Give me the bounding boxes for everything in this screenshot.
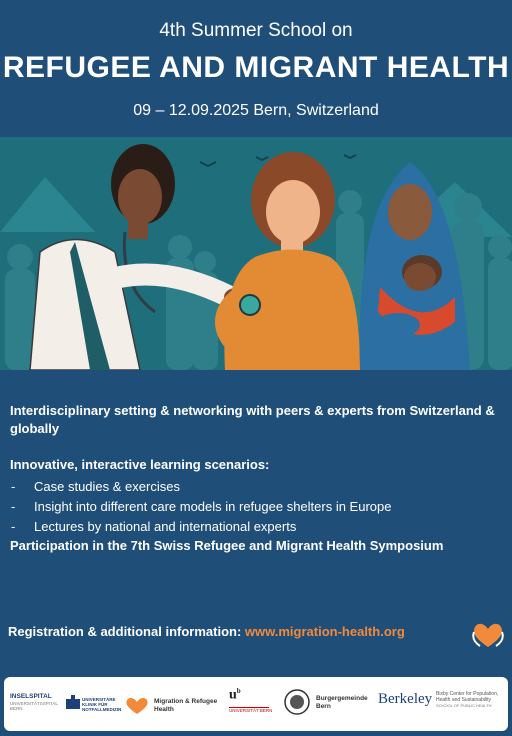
partner-logo-bar: INSELSPITAL UNIVERSITÄTSSPITAL BERN UNIVERSITÄRE KLINIK FÜR NOTFALLMEDIZIN Migration & Refugee Health $u^b$ UNIVERSITÄT BERN Burgergemeinde Bern Berkeley Bixby Center for Population, Health and Sustainability SCHOOL OF PUBLIC HEALTH — [4, 677, 508, 731]
list-item: - Lectures by national and international experts — [11, 519, 297, 534]
clinic-scene-image — [0, 137, 512, 370]
inselspital-logo: INSELSPITAL UNIVERSITÄTSSPITAL BERN — [10, 693, 58, 711]
kicker-text: 4th Summer School on — [159, 20, 353, 41]
hospital-icon — [66, 695, 80, 709]
list-item-text: Insight into different care models in refugee shelters in Europe — [34, 499, 392, 514]
symposium-text: Participation in the 7th Swiss Refugee and Migrant Health Symposium — [10, 538, 444, 553]
list-item-text: Case studies & exercises — [34, 479, 180, 494]
unibe-mark: $u^b$ — [229, 687, 241, 703]
berkeley-logo: Berkeley — [378, 691, 433, 707]
seal-icon — [284, 689, 310, 715]
bixby-center-logo: Bixby Center for Population, Health and Sustainability SCHOOL OF PUBLIC HEALTH — [436, 691, 499, 708]
registration-link[interactable]: www.migration-health.org — [244, 624, 405, 639]
page-title: REFUGEE AND MIGRANT HEALTH — [2, 51, 510, 84]
registration-label: Registration & additional information: — [8, 624, 242, 639]
heart-hands-icon — [124, 696, 150, 716]
registration-line — [8, 624, 405, 639]
body-content — [10, 402, 504, 555]
learning-heading: Innovative, interactive learning scenarios: — [10, 457, 270, 472]
list-item: - Insight into different care models in refugee shelters in Europe — [11, 499, 392, 514]
hero-illustration — [0, 137, 512, 370]
heart-hands-icon — [470, 620, 506, 650]
event-dates: 09 – 12.09.2025 Bern, Switzerland — [133, 102, 379, 119]
learning-list — [10, 477, 504, 537]
unibe-logo: $u^b$ UNIVERSITÄT BERN — [229, 687, 277, 713]
list-item-text: Lectures by national and international experts — [34, 519, 297, 534]
header — [0, 0, 512, 137]
list-item: - Case studies & exercises — [11, 479, 180, 494]
intro-text: Interdisciplinary setting & networking with peers & experts from Switzerland & globally — [10, 403, 495, 436]
